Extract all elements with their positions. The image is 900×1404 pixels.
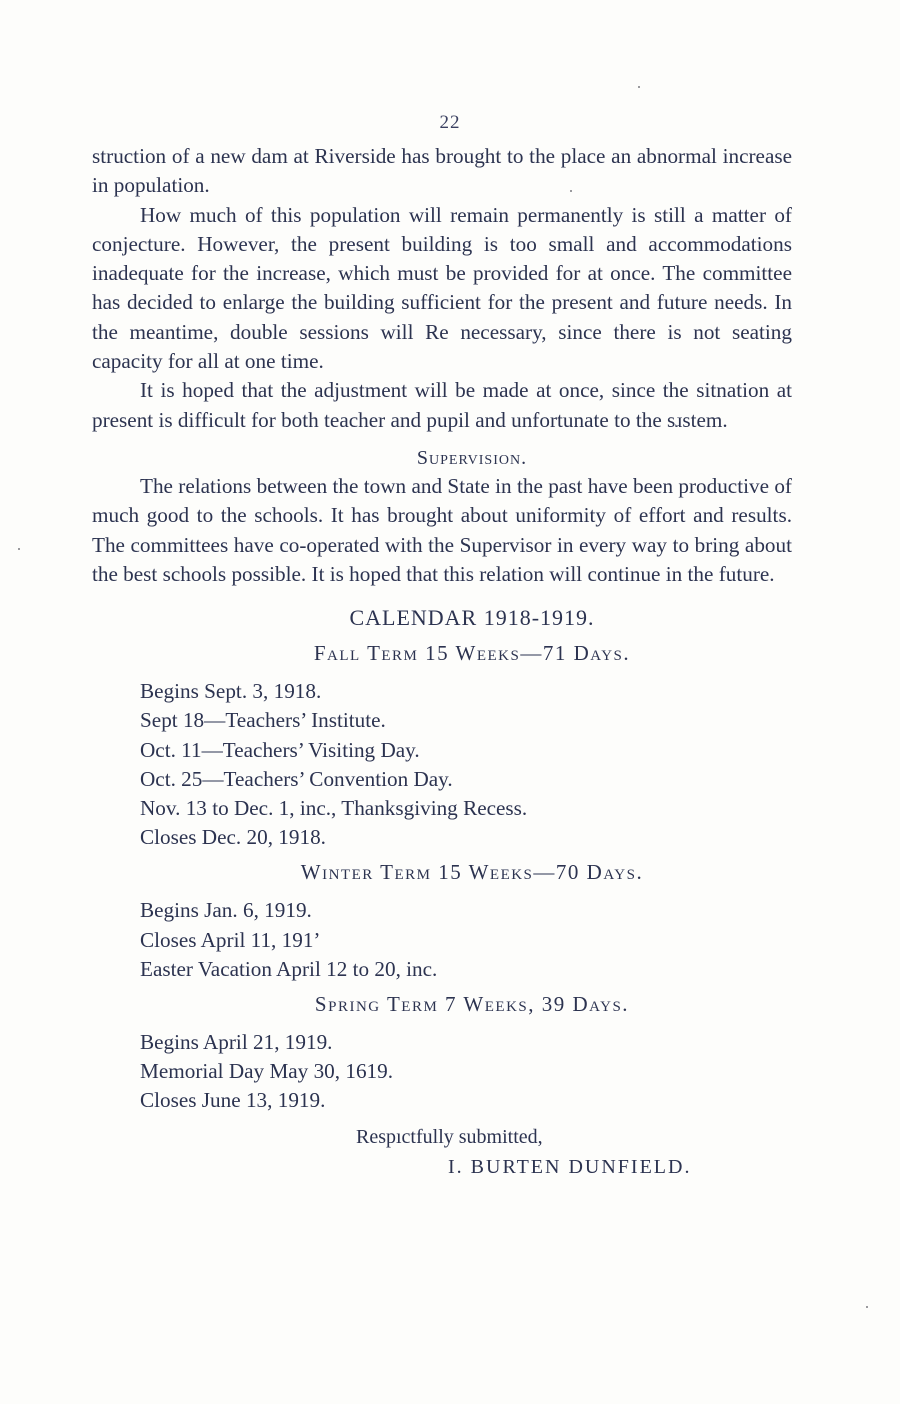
paragraph-adjustment: It is hoped that the adjustment will be made at once, since the sitnation at present is difficult for both teacher and pupil and unfortunate to the sɹstem. [92, 378, 792, 432]
term-items [92, 1028, 792, 1116]
term-item: Oct. 25—Teachers’ Convention Day. [140, 766, 453, 791]
closing-line: Respıctfully submitted, [356, 1125, 543, 1148]
section-heading-supervision: Supervision. [416, 446, 528, 469]
paper-speck [638, 86, 640, 88]
term-item: Closes April 11, 191’ [140, 927, 321, 952]
signature-block [92, 1122, 792, 1182]
paper-speck [570, 190, 572, 192]
term-heading: Fall Term 15 Weeks—71 Days. [313, 641, 631, 666]
term-fall [92, 638, 792, 852]
term-item: Oct. 11—Teachers’ Visiting Day. [140, 737, 420, 762]
term-item: Begins April 21, 1919. [140, 1029, 333, 1054]
signer-name: I. BURTEN DUNFIELD. [448, 1155, 692, 1178]
term-item: Begins Sept. 3, 1918. [140, 679, 322, 704]
paragraph-supervision: The relations between the town and State in the past have been productive of much good to the schools. It has brought about uniformity of effort and results. The committees have co-operated with the Supervisor in every way to bring about the best schools possible. It is hoped that this relation will continue in the future. [92, 473, 792, 586]
term-item: Nov. 13 to Dec. 1, inc., Thanksgiving Recess. [140, 795, 528, 820]
paper-speck [866, 1306, 868, 1308]
paragraph-population: How much of this population will remain permanently is still a matter of conjecture. However, the present building is too small and accommodations inadequate for the increase, which must be provided for at once. The committee has decided to enlarge the building sufficient for the present and future needs. In the meantime, double sessions will Re necessary, since there is not seating capacity for all at one time. [92, 202, 792, 374]
term-item: Memorial Day May 30, 1619. [140, 1059, 394, 1084]
page-body [92, 142, 792, 1182]
term-item: Begins Jan. 6, 1919. [140, 898, 312, 923]
term-items [92, 677, 792, 852]
term-items [92, 896, 792, 984]
term-heading: Spring Term 7 Weeks, 39 Days. [314, 991, 630, 1016]
term-item: Closes June 13, 1919. [140, 1088, 326, 1113]
term-item: Sept 18—Teachers’ Institute. [140, 708, 386, 733]
term-item: Closes Dec. 20, 1918. [140, 825, 326, 850]
term-winter [92, 857, 792, 984]
paper-speck [18, 548, 20, 550]
page-number: 22 [439, 112, 461, 133]
term-item: Easter Vacation April 12 to 20, inc. [140, 956, 438, 981]
paragraph-continuation: struction of a new dam at Riverside has brought to the place an abnormal increase in population. [92, 144, 792, 198]
term-heading: Winter Term 15 Weeks—70 Days. [300, 860, 644, 885]
term-spring [92, 989, 792, 1116]
calendar-title: CALENDAR 1918-1919. [349, 605, 595, 631]
